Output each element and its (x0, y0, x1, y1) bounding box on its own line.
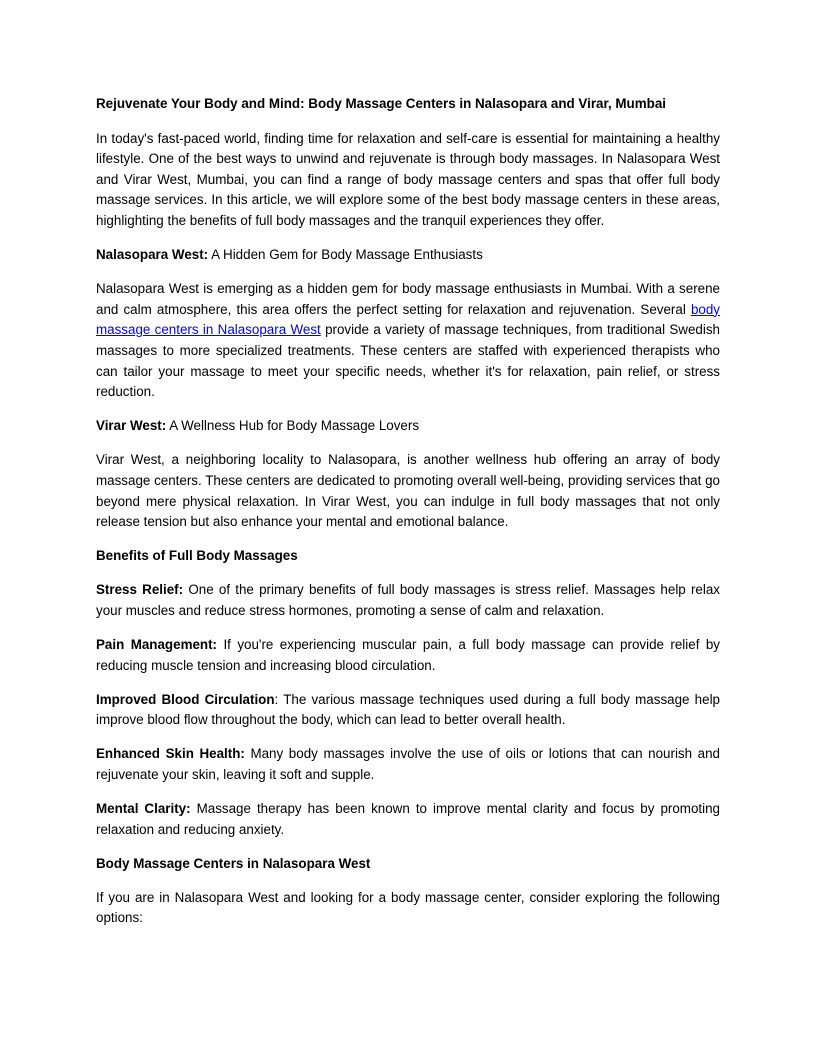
paragraph-text: Nalasopara West is emerging as a hidden gem for body massage enthusiasts in Mumbai. With a serene and calm atmosphere, this area offers the perfect setting for relaxation and rejuvenation. Several (96, 281, 720, 317)
benefit-item (96, 580, 720, 621)
benefits-heading (96, 546, 720, 567)
benefit-text: One of the primary benefits of full body massages is stress relief. Massages help relax your muscles and reduce stress hormones, promoting a sense of calm and relaxation. (96, 582, 720, 618)
body-massage-nalasopara-link[interactable]: body massage centers in Nalasopara West (96, 301, 720, 338)
benefit-text: Many body massages involve the use of oils or lotions that can nourish and rejuvenate your skin, leaving it soft and supple. (96, 746, 721, 782)
centers-paragraph: If you are in Nalasopara West and looking for a body massage center, consider exploring the following options: (96, 889, 720, 926)
article-title: Rejuvenate Your Body and Mind: Body Massage Centers in Nalasopara and Virar, Mumbai (96, 96, 666, 111)
virar-paragraph: Virar West, a neighboring locality to Nalasopara, is another wellness hub offering an array of body massage centers. These centers are dedicated to promoting overall well-being, providing services that go beyond mere physical relaxation. In Virar West, you can indulge in full body massages that not only release tension but also enhance your mental and emotional balance. (96, 452, 720, 530)
benefit-label: Improved Blood Circulation (96, 691, 275, 707)
heading-text: A Wellness Hub for Body Massage Lovers (166, 418, 420, 434)
benefit-item (96, 799, 720, 840)
section-heading-virar (96, 416, 720, 437)
section-heading-nalasopara (96, 245, 720, 266)
benefit-text: If you're experiencing muscular pain, a full body massage can provide relief by reducing muscle tension and increasing blood circulation. (96, 636, 720, 673)
nalasopara-paragraph (96, 279, 720, 403)
heading-bold-label: Nalasopara West: (96, 247, 209, 263)
intro-paragraph: In today's fast-paced world, finding time for relaxation and self-care is essential for maintaining a healthy lifestyle. One of the best ways to unwind and rejuvenate is through body massages. In Nalasopara West and Virar West, Mumbai, you can find a range of body massage centers and spas that offer full body massage services. In this article, we will explore some of the best body massage centers in these areas, highlighting the benefits of full body massages and the tranquil experiences they offer. (96, 130, 720, 228)
benefit-text: : The various massage techniques used during a full body massage help improve blood flow throughout the body, which can lead to better overall health. (96, 691, 720, 728)
benefit-text: Massage therapy has been known to improve mental clarity and focus by promoting relaxation and reducing anxiety. (96, 801, 721, 837)
paragraph-text: provide a variety of massage techniques, from traditional Swedish massages to more specialized treatments. These centers are staffed with experienced therapists who can tailor your massage to meet your specific needs, whether it's for relaxation, pain relief, or stress reduction. (96, 322, 720, 400)
heading-bold-label: Virar West: (96, 418, 167, 434)
benefit-label: Mental Clarity: (96, 801, 191, 817)
benefit-label: Stress Relief: (96, 582, 184, 598)
heading-text: A Hidden Gem for Body Massage Enthusiasts (208, 247, 483, 263)
centers-heading-text: Body Massage Centers in Nalasopara West (96, 855, 371, 871)
benefit-label: Pain Management: (96, 636, 218, 652)
benefit-item (96, 635, 720, 676)
document-page (96, 94, 720, 943)
centers-heading (96, 854, 720, 875)
benefit-item (96, 690, 720, 731)
benefits-heading-text: Benefits of Full Body Massages (96, 548, 298, 564)
benefit-item (96, 744, 720, 785)
benefit-label: Enhanced Skin Health: (96, 746, 245, 762)
